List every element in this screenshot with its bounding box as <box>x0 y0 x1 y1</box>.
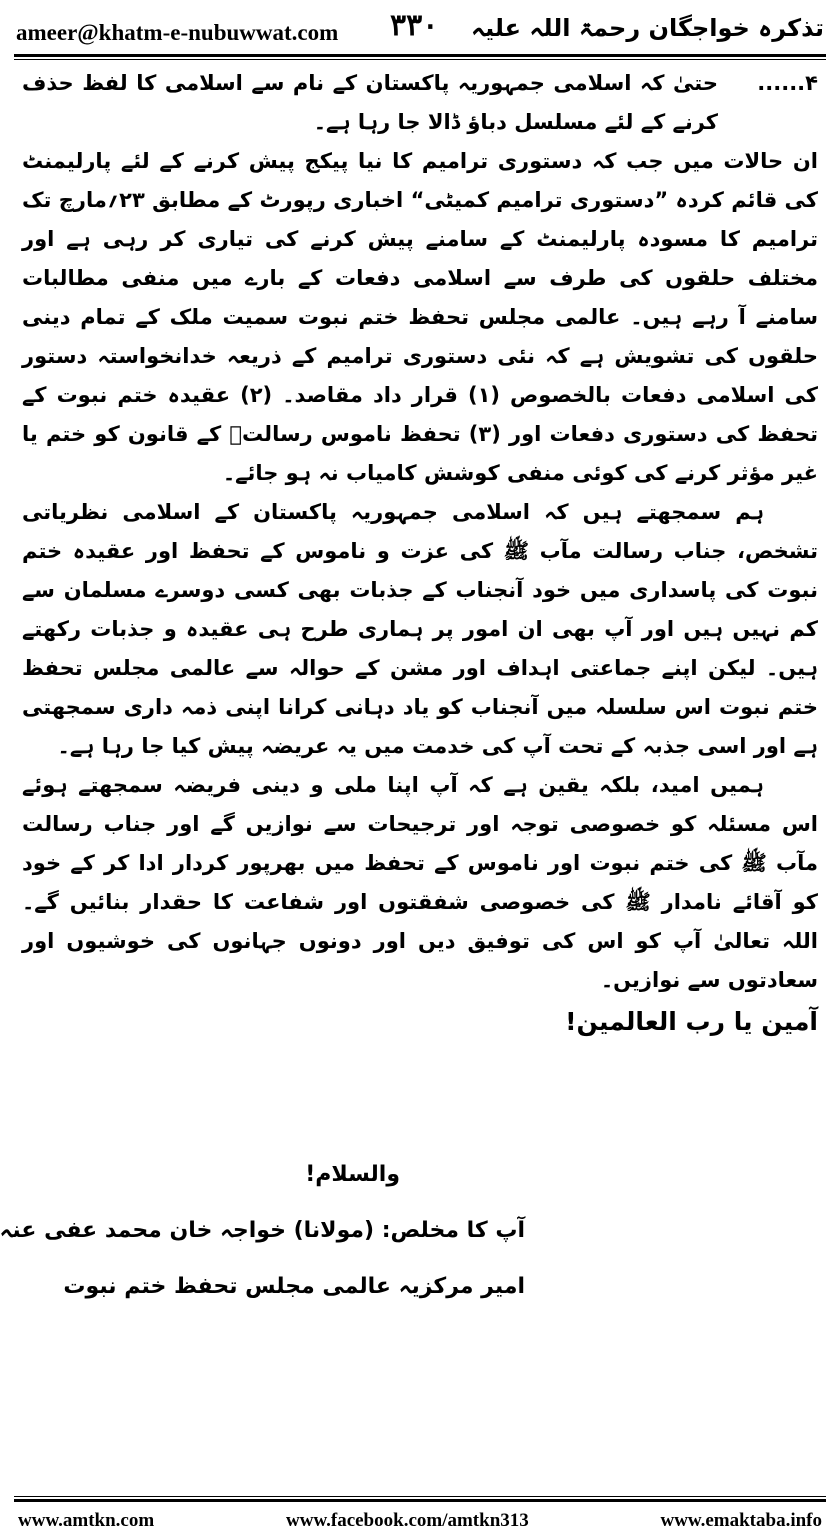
page-header <box>12 6 828 54</box>
book-title: تذکرہ خواجگان رحمۃ اللہ علیہ <box>471 14 824 42</box>
header-rule-thin <box>14 59 826 60</box>
paragraph-3: ہمیں امید، بلکہ یقین ہے کہ آپ اپنا ملی و دینی فریضہ سمجھتے ہوئے اس مسئلہ کو خصوصی توجہ اور ترجیحات سے نوازیں گے اور جناب رسالت مآب ﷺ کی ختم نبوت اور ناموس کے تحفظ میں بھرپور کردار ادا کر کے خود کو آقائے نامدار ﷺ کی خصوصی شفقتوں اور شفاعت کا حقدار بنائیں گے۔ اللہ تعالیٰ آپ کو اس کی توفیق دیں اور دونوں جہانوں کی خوشیوں اور سعادتوں سے نوازیں۔ <box>22 773 818 992</box>
footer-rule-thin <box>14 1496 826 1497</box>
salam-line: والسلام! <box>305 1162 400 1187</box>
amin-line: آمین یا رب العالمین! <box>565 1007 818 1036</box>
footer-link-amtkn[interactable]: www.amtkn.com <box>18 1510 155 1531</box>
header-rule-thick <box>14 54 826 57</box>
footer-link-emaktaba[interactable]: www.emaktaba.info <box>660 1510 822 1531</box>
footer-rule-thick <box>14 1499 826 1502</box>
point-4-text: حتیٰ کہ اسلامی جمہوریہ پاکستان کے نام سے اسلامی کا لفظ حذف کرنے کے لئے مسلسل دباؤ ڈالا جا رہا ہے۔ <box>22 71 718 134</box>
paragraph-2: ہم سمجھتے ہیں کہ اسلامی جمہوریہ پاکستان کے اسلامی نظریاتی تشخص، جناب رسالت مآب ﷺ کی عزت و ناموس کے تحفظ اور عقیدہ ختم نبوت کی پاسداری میں خود آنجناب کے جذبات بھی کسی دوسرے مسلمان سے کم نہیں ہیں اور آپ بھی ان امور پر ہماری طرح ہی عقیدہ و جذبات رکھتے ہیں۔ لیکن اپنے جماعتی اہداف اور مشن کے حوالہ سے عالمی مجلس تحفظ ختم نبوت اس سلسلہ میں آنجناب کو یاد دہانی کرانا اپنی ذمہ داری سمجھتی ہے اور اسی جذبہ کے تحت آپ کی خدمت میں یہ عریضہ پیش کیا جا رہا ہے۔ <box>22 500 818 758</box>
page-number: ۳۳۰ <box>390 8 439 43</box>
signature-title: امیر مرکزیہ عالمی مجلس تحفظ ختم نبوت <box>63 1274 525 1299</box>
page-footer <box>18 1504 822 1532</box>
header-email[interactable]: ameer@khatm-e-nubuwwat.com <box>16 20 339 45</box>
footer-link-facebook[interactable]: www.facebook.com/amtkn313 <box>286 1510 529 1531</box>
signature-name: آپ کا مخلص: (مولانا) خواجہ خان محمد عفی عنہ <box>0 1218 525 1243</box>
point-4-label: ۴...... <box>757 71 818 95</box>
point-4 <box>22 64 818 142</box>
page-body <box>22 64 818 1044</box>
paragraph-1: ان حالات میں جب کہ دستوری ترامیم کا نیا پیکج پیش کرنے کے لئے پارلیمنٹ کی قائم کردہ ”دستوری ترامیم کمیٹی“ اخباری رپورٹ کے مطابق ۲۳؍مارچ تک ترامیم کا مسودہ پارلیمنٹ کے سامنے پیش کرنے کی تیاری کر رہی ہے اور مختلف حلقوں کی طرف سے اسلامی دفعات کے بارے میں منفی مطالبات سامنے آ رہے ہیں۔ عالمی مجلس تحفظ ختم نبوت سمیت ملک کے تمام دینی حلقوں کی تشویش ہے کہ نئی دستوری ترامیم کے ذریعہ خدانخواستہ دستور کی اسلامی دفعات بالخصوص (۱) قرار داد مقاصد۔ (۲) عقیدہ ختم نبوت کے تحفظ کی دستوری دفعات اور (۳) تحفظ ناموس رسالتؐ کے قانون کو ختم یا غیر مؤثر کرنے کی کوئی منفی کوشش کامیاب نہ ہو جائے۔ <box>22 149 818 485</box>
